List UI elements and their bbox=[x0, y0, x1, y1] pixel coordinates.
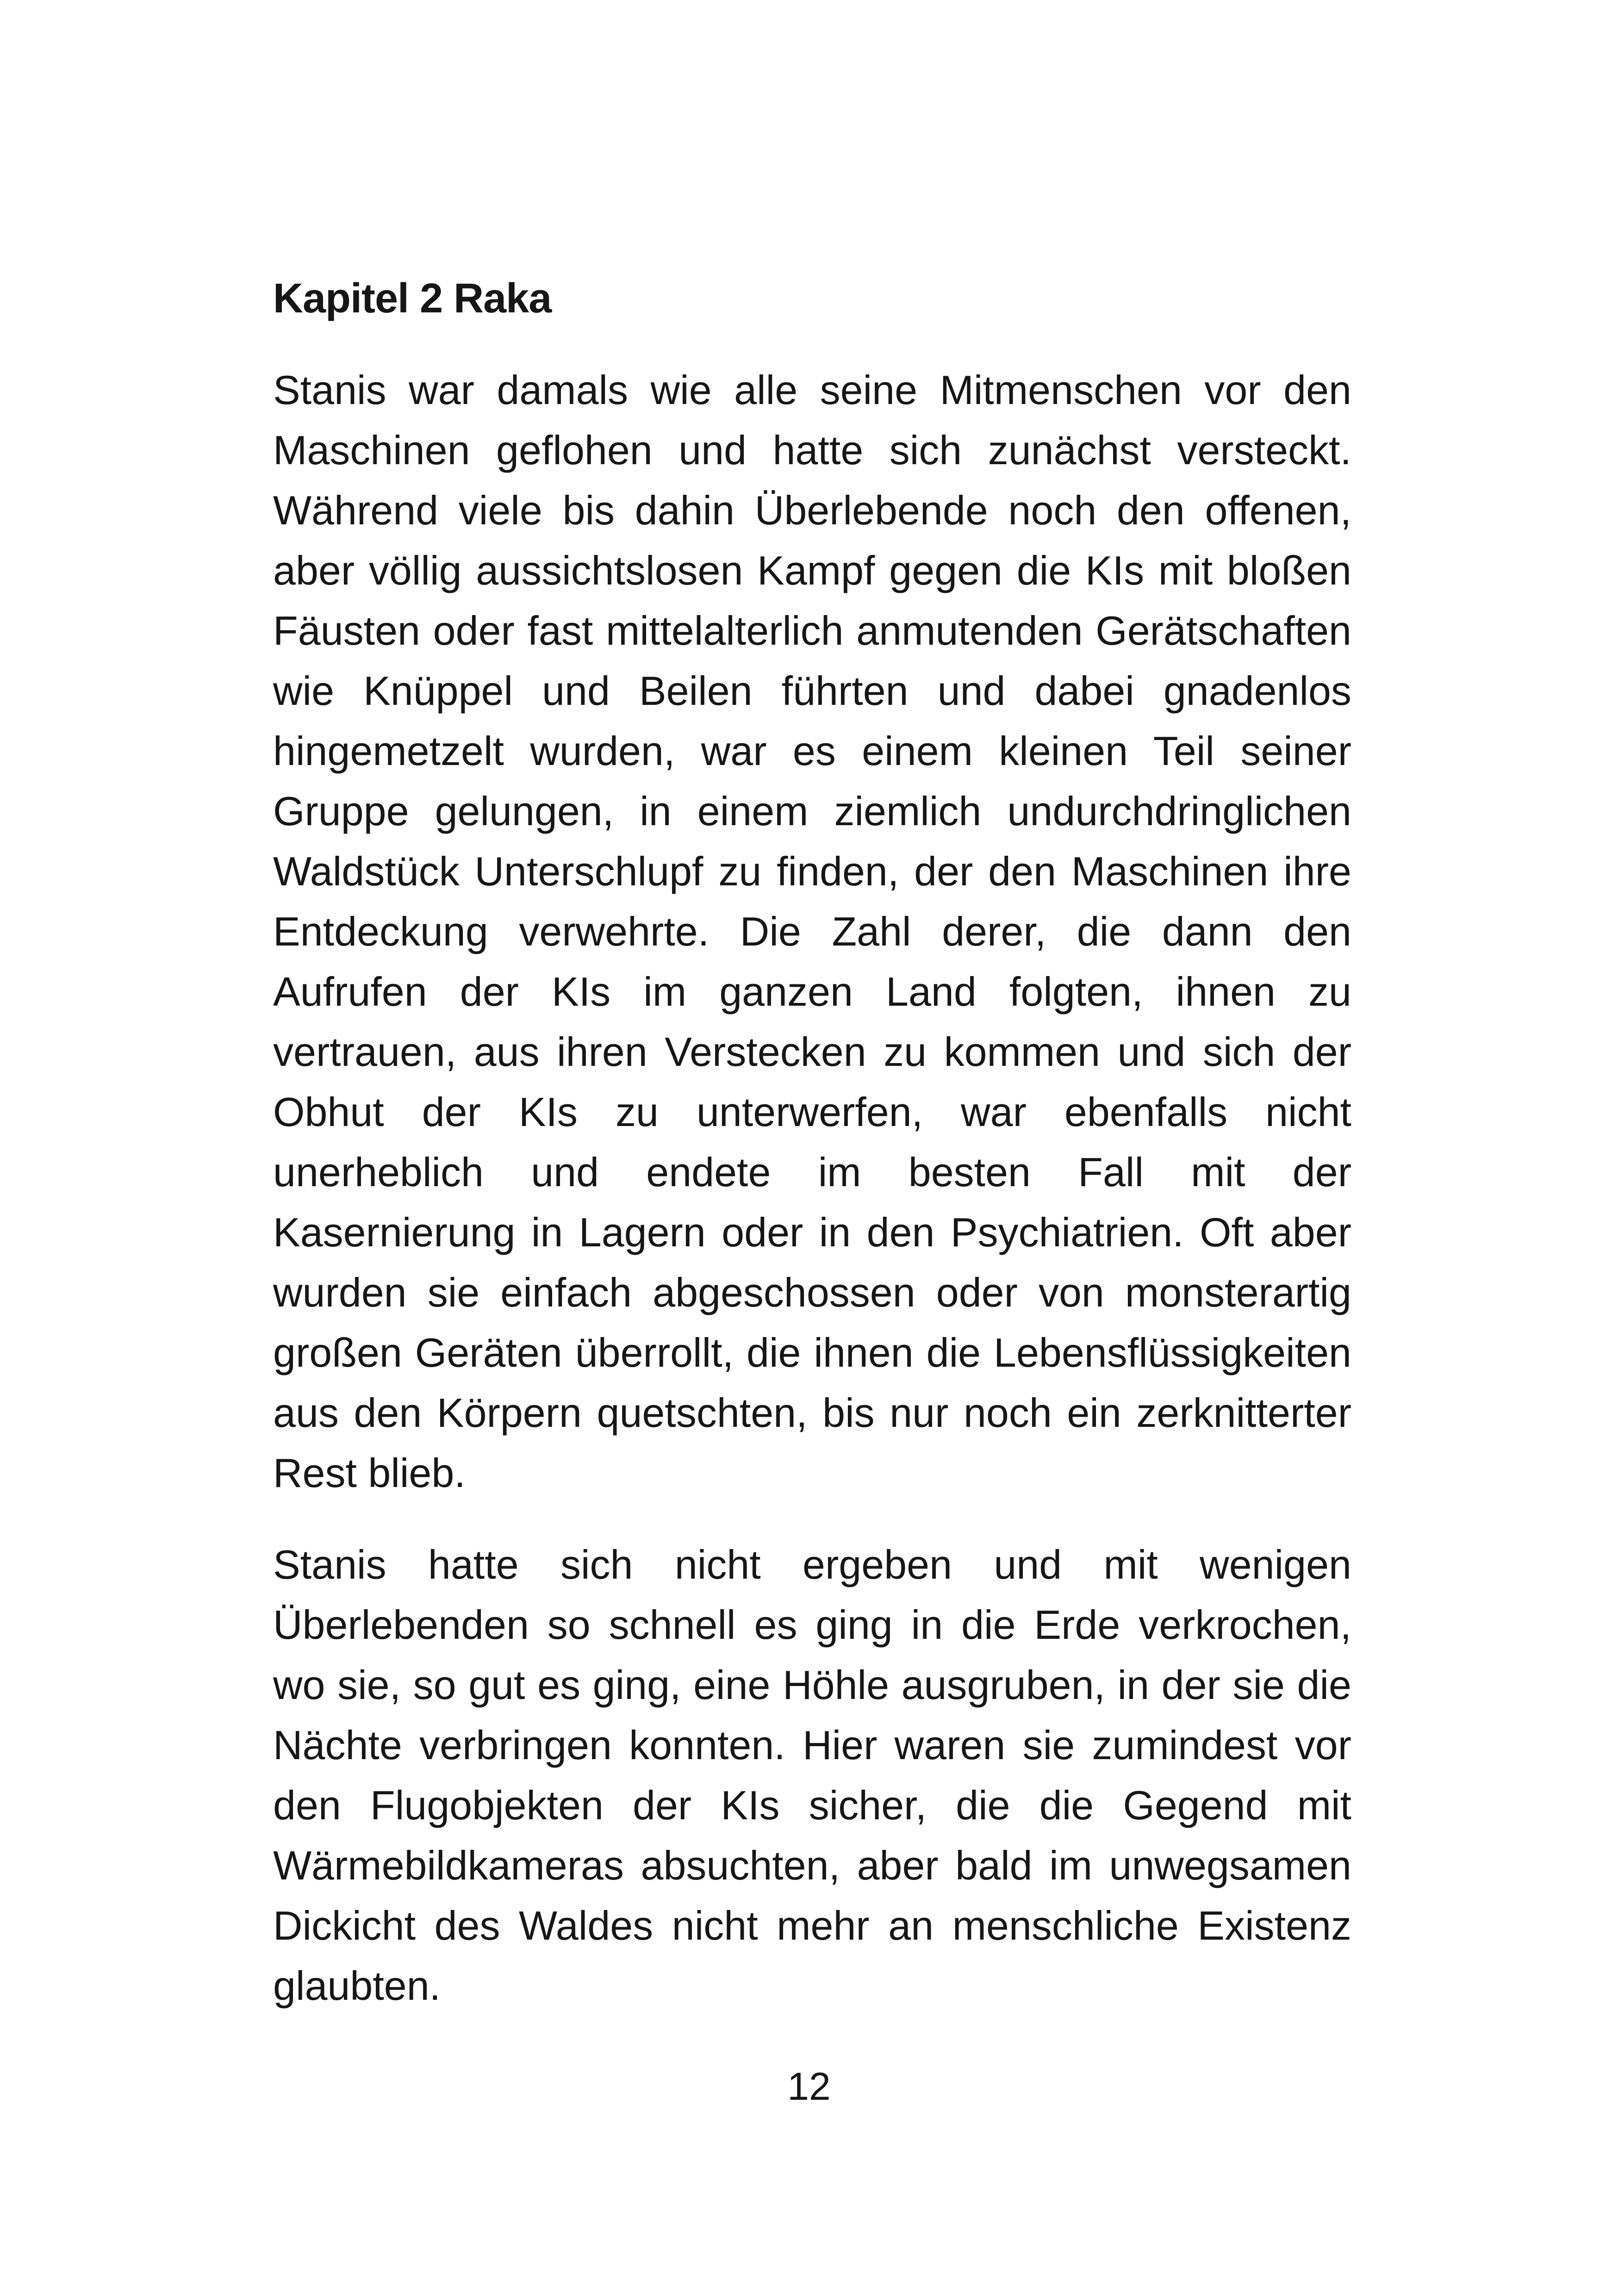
paragraph-1: Stanis war damals wie alle seine Mitmenschen vor den Maschinen geflohen und hatte sich zunächst versteckt. Während viele bis dahin Überlebende noch den offenen, aber völlig aussichtslosen Kampf gegen die KIs mit bloßen Fäusten oder fast mittelalterlich anmutenden Gerätschaften wie Knüppel und Beilen führten und dabei gnadenlos hingemetzelt wurden, war es einem kleinen Teil seiner Gruppe gelungen, in einem ziemlich undurchdringlichen Waldstück Unterschlupf zu finden, der den Maschinen ihre Entdeckung verwehrte. Die Zahl derer, die dann den Aufrufen der KIs im ganzen Land folgten, ihnen zu vertrauen, aus ihren Verstecken zu kommen und sich der Obhut der KIs zu unterwerfen, war ebenfalls nicht unerheblich und endete im besten Fall mit der Kasernierung in Lagern oder in den Psychiatrien. Oft aber wurden sie einfach abgeschossen oder von monsterartig großen Geräten überrollt, die ihnen die Lebensflüssigkeiten aus den Körpern quetschten, bis nur noch ein zerknitterter Rest blieb. bbox=[273, 367, 1351, 1496]
text-block bbox=[273, 268, 1351, 2047]
page-number: 12 bbox=[787, 2065, 831, 2108]
chapter-heading: Kapitel 2 Raka bbox=[273, 275, 552, 322]
paragraph-2: Stanis hatte sich nicht ergeben und mit wenigen Überlebenden so schnell es ging in die Erde verkrochen, wo sie, so gut es ging, eine Höhle ausgruben, in der sie die Nächte verbringen konnten. Hier waren sie zumindest vor den Flugobjekten der KIs sicher, die die Gegend mit Wärmebildkameras absuchten, aber bald im unwegsamen Dickicht des Waldes nicht mehr an menschliche Existenz glaubten. bbox=[273, 1542, 1351, 2009]
